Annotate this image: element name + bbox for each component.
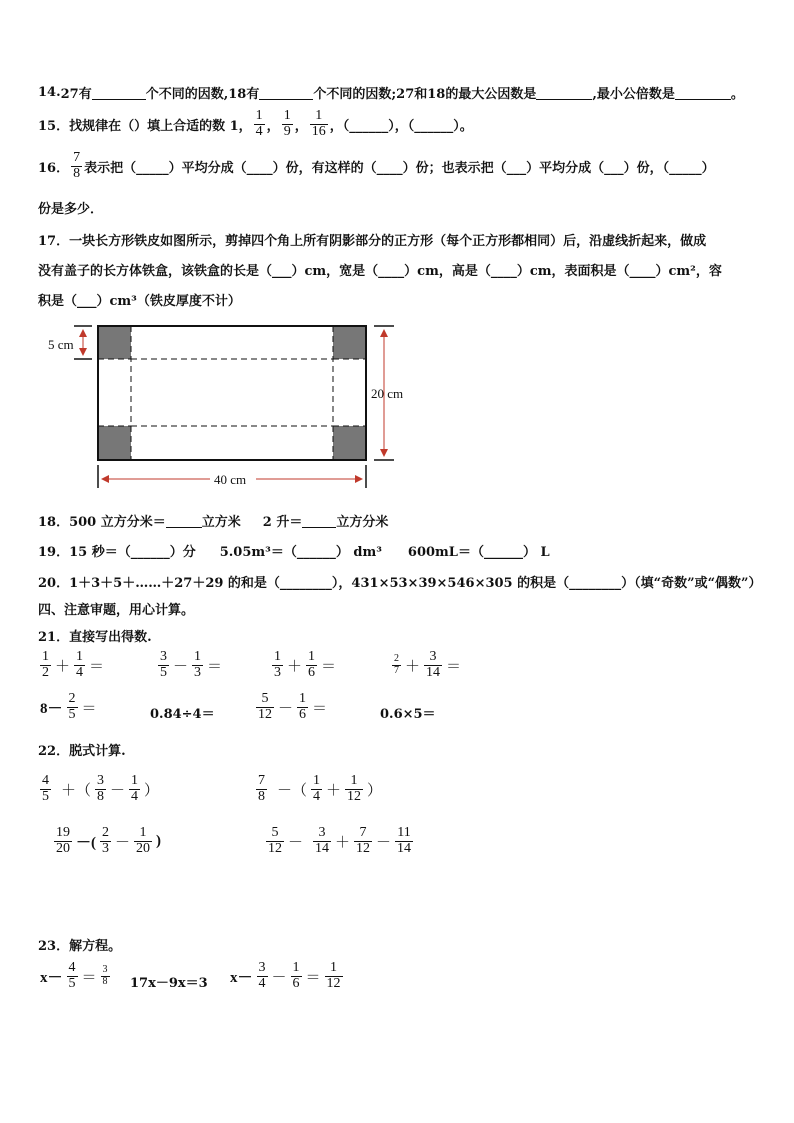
numerator: 5	[271, 825, 279, 840]
numerator: 1	[42, 649, 49, 664]
numerator: 19	[56, 825, 70, 840]
label-5cm: 5 cm	[48, 337, 74, 352]
denominator: 14	[397, 840, 412, 856]
denominator: 14	[315, 840, 330, 856]
numerator: 3	[102, 964, 108, 976]
numerator: 3	[160, 649, 167, 664]
question-14: 14. 27有 个不同的因数,18有 个不同的因数;27和18的最大公因数是 ,最小公倍数是 。	[38, 85, 744, 102]
q14-number: 14.	[38, 85, 61, 100]
answer-blank[interactable]	[92, 86, 146, 100]
operator: 8－	[40, 700, 63, 717]
numerator: 1	[76, 649, 84, 664]
numerator: 2	[102, 825, 109, 840]
operator: ＝	[446, 658, 462, 675]
fraction	[40, 774, 51, 804]
operator: ＝	[81, 700, 97, 717]
corner-square	[333, 426, 366, 460]
numerator: 3	[97, 773, 105, 788]
rectangle-figure	[0, 310, 460, 495]
q22-expr-4	[264, 826, 415, 856]
q23-eq-2: 17x－9x＝3	[130, 976, 208, 991]
operator: ＝	[305, 969, 321, 986]
fraction	[395, 826, 413, 856]
q21-expr-2	[156, 650, 224, 680]
question-18: 18． 500 立方分米＝ 立方米 2 升＝ 立方分米	[38, 515, 389, 530]
fraction	[40, 650, 51, 680]
fraction	[392, 654, 401, 676]
label-40cm: 40 cm	[214, 472, 247, 487]
denominator: 8	[97, 788, 105, 804]
fraction	[54, 826, 72, 856]
fraction	[306, 650, 317, 680]
operator: ＋	[287, 658, 303, 675]
denominator: 6	[292, 975, 300, 991]
label-20cm: 20 cm	[371, 386, 404, 401]
numerator: 7	[73, 150, 81, 165]
operator: x－	[40, 969, 63, 986]
numerator: 1	[194, 649, 202, 664]
fraction	[192, 650, 203, 680]
numerator: 1	[292, 960, 300, 975]
operator: ）	[144, 782, 160, 799]
denominator: 4	[76, 664, 84, 680]
question-20: 20．1＋3＋5＋……＋27＋29 的和是（________），431×53×39×546×305 的积是（________）（填“奇数”或“偶数”）	[38, 576, 762, 591]
q21-expr-6: 0.84÷4＝	[150, 707, 215, 722]
q23-title: 23．解方程。	[38, 939, 122, 954]
denominator: 4	[255, 123, 263, 139]
denominator: 12	[356, 840, 371, 856]
denominator: 4	[258, 975, 266, 991]
denominator: 4	[131, 788, 139, 804]
fraction	[424, 650, 442, 680]
numerator: 1	[139, 825, 147, 840]
fraction	[257, 961, 268, 991]
fraction	[311, 774, 322, 804]
q21-expr-5	[38, 692, 99, 722]
denominator: 3	[194, 664, 202, 680]
question-16: 16． $\frac{7}{8}$ 表示把（_____）平均分成（____）份，有这样的（____）份；也表示把（___）平均分成（___）份，（_____）	[38, 150, 715, 181]
corner-square	[333, 326, 366, 359]
operator: －	[376, 834, 392, 851]
denominator: 8	[102, 975, 108, 987]
answer-blank[interactable]	[536, 86, 592, 100]
numerator: 11	[397, 825, 411, 840]
numerator: 3	[258, 960, 266, 975]
operator: ＋	[326, 782, 342, 799]
answer-blank[interactable]	[259, 86, 313, 100]
fraction	[310, 109, 328, 139]
denominator: 3	[102, 840, 109, 856]
numerator: 7	[359, 825, 367, 840]
q22-expr-1	[38, 774, 161, 804]
fraction	[129, 774, 140, 804]
fraction	[100, 826, 111, 856]
q23-eq-1	[38, 961, 112, 991]
numerator: 1	[330, 960, 338, 975]
corner-square	[98, 426, 131, 460]
denominator: 20	[56, 840, 70, 856]
denominator: 12	[347, 788, 362, 804]
operator: )	[156, 832, 162, 849]
denominator: 5	[68, 975, 76, 991]
operator: ＝	[312, 700, 328, 717]
fraction	[67, 692, 78, 722]
fraction	[313, 826, 331, 856]
numerator: 3	[318, 825, 326, 840]
operator: ＋	[55, 658, 71, 675]
denominator: 3	[274, 664, 281, 680]
numerator: 1	[283, 108, 291, 123]
q22-title: 22．脱式计算.	[38, 744, 126, 759]
q21-expr-3	[270, 650, 338, 680]
fraction	[254, 109, 265, 139]
numerator: 1	[308, 649, 316, 664]
operator: ）	[367, 782, 383, 799]
fraction	[354, 826, 372, 856]
answer-blank[interactable]	[675, 86, 731, 100]
q21-expr-7	[254, 692, 329, 722]
operator: ＋	[335, 834, 351, 851]
operator: x－	[230, 969, 253, 986]
fraction	[95, 774, 106, 804]
q21-expr-4	[390, 650, 463, 680]
q17-line3: 积是（___）cm³（铁皮厚度不计）	[38, 294, 241, 309]
q17-line1: 17．一块长方形铁皮如图所示，剪掉四个角上所有阴影部分的正方形（每个正方形都相同）后，沿虚线折起来，做成	[38, 234, 707, 249]
denominator: 16	[311, 123, 326, 139]
operator: ＝	[207, 658, 223, 675]
fraction	[282, 109, 293, 139]
operator: －	[288, 834, 304, 851]
operator: ＋	[405, 658, 421, 675]
operator: －	[278, 700, 294, 717]
denominator: 6	[308, 664, 316, 680]
answer-blank[interactable]	[166, 514, 202, 528]
question-15: 15． 找规律在（）填上合适的数 1， $\frac{1}{4}$ ， $\frac{1}{9}$ ， $\frac{1}{16}$ ，（______），（______）。	[38, 108, 473, 139]
q22-expr-3	[52, 826, 163, 856]
denominator: 4	[313, 788, 321, 804]
denominator: 12	[326, 975, 341, 991]
fraction	[71, 151, 82, 181]
operator: －	[173, 658, 189, 675]
operator: ＝	[321, 658, 337, 675]
operator: －（	[277, 782, 308, 799]
outer-rectangle	[98, 326, 366, 460]
q21-title: 21．直接写出得数.	[38, 630, 152, 645]
denominator: 8	[258, 788, 265, 804]
fraction	[266, 826, 284, 856]
fraction	[134, 826, 152, 856]
operator: －	[271, 969, 287, 986]
q16-line2: 份是多少．	[38, 202, 104, 217]
fraction	[101, 965, 110, 987]
numerator: 2	[68, 691, 76, 706]
numerator: 5	[261, 691, 269, 706]
operator: ＋（	[61, 782, 92, 799]
fraction	[297, 692, 308, 722]
denominator: 8	[73, 165, 81, 181]
denominator: 14	[426, 664, 441, 680]
fraction	[272, 650, 283, 680]
fraction	[291, 961, 302, 991]
numerator: 7	[258, 773, 265, 788]
numerator: 1	[299, 691, 307, 706]
numerator: 1	[315, 108, 323, 123]
operator: －	[115, 834, 131, 851]
numerator: 1	[313, 773, 321, 788]
fraction	[158, 650, 169, 680]
fraction	[74, 650, 85, 680]
numerator: 4	[68, 960, 76, 975]
question-19: 19． 15 秒＝（______）分 5.05m³＝（______） dm³ 600mL＝（______） L	[38, 545, 550, 560]
numerator: 1	[274, 649, 281, 664]
numerator: 1	[350, 773, 358, 788]
denominator: 9	[283, 123, 291, 139]
operator: －	[110, 782, 126, 799]
denominator: 12	[268, 840, 282, 856]
q21-expr-1	[38, 650, 106, 680]
operator: ＝	[89, 658, 105, 675]
denominator: 20	[136, 840, 151, 856]
operator: －(	[76, 834, 96, 851]
q22-expr-2	[254, 774, 384, 804]
numerator: 1	[131, 773, 139, 788]
fraction	[256, 774, 267, 804]
q17-line2: 没有盖子的长方体铁盒，该铁盒的长是（___）cm，宽是（____）cm，高是（____）cm，表面积是（____）cm²，容	[38, 264, 722, 279]
answer-blank[interactable]	[302, 514, 336, 528]
numerator: 3	[429, 649, 437, 664]
fraction	[256, 692, 274, 722]
denominator: 2	[42, 664, 49, 680]
fraction	[345, 774, 363, 804]
fraction	[67, 961, 78, 991]
denominator: 5	[42, 788, 49, 804]
corner-square	[98, 326, 131, 359]
numerator: 1	[255, 108, 263, 123]
denominator: 7	[394, 664, 399, 676]
q23-eq-3	[228, 961, 345, 991]
denominator: 6	[299, 706, 307, 722]
denominator: 12	[258, 706, 272, 722]
denominator: 5	[68, 706, 76, 722]
numerator: 2	[394, 653, 399, 665]
q21-expr-8: 0.6×5＝	[380, 707, 436, 722]
section-title: 四、注意审题，用心计算。	[38, 603, 195, 618]
fraction	[325, 961, 343, 991]
denominator: 5	[160, 664, 167, 680]
operator: ＝	[81, 969, 97, 986]
numerator: 4	[42, 773, 49, 788]
